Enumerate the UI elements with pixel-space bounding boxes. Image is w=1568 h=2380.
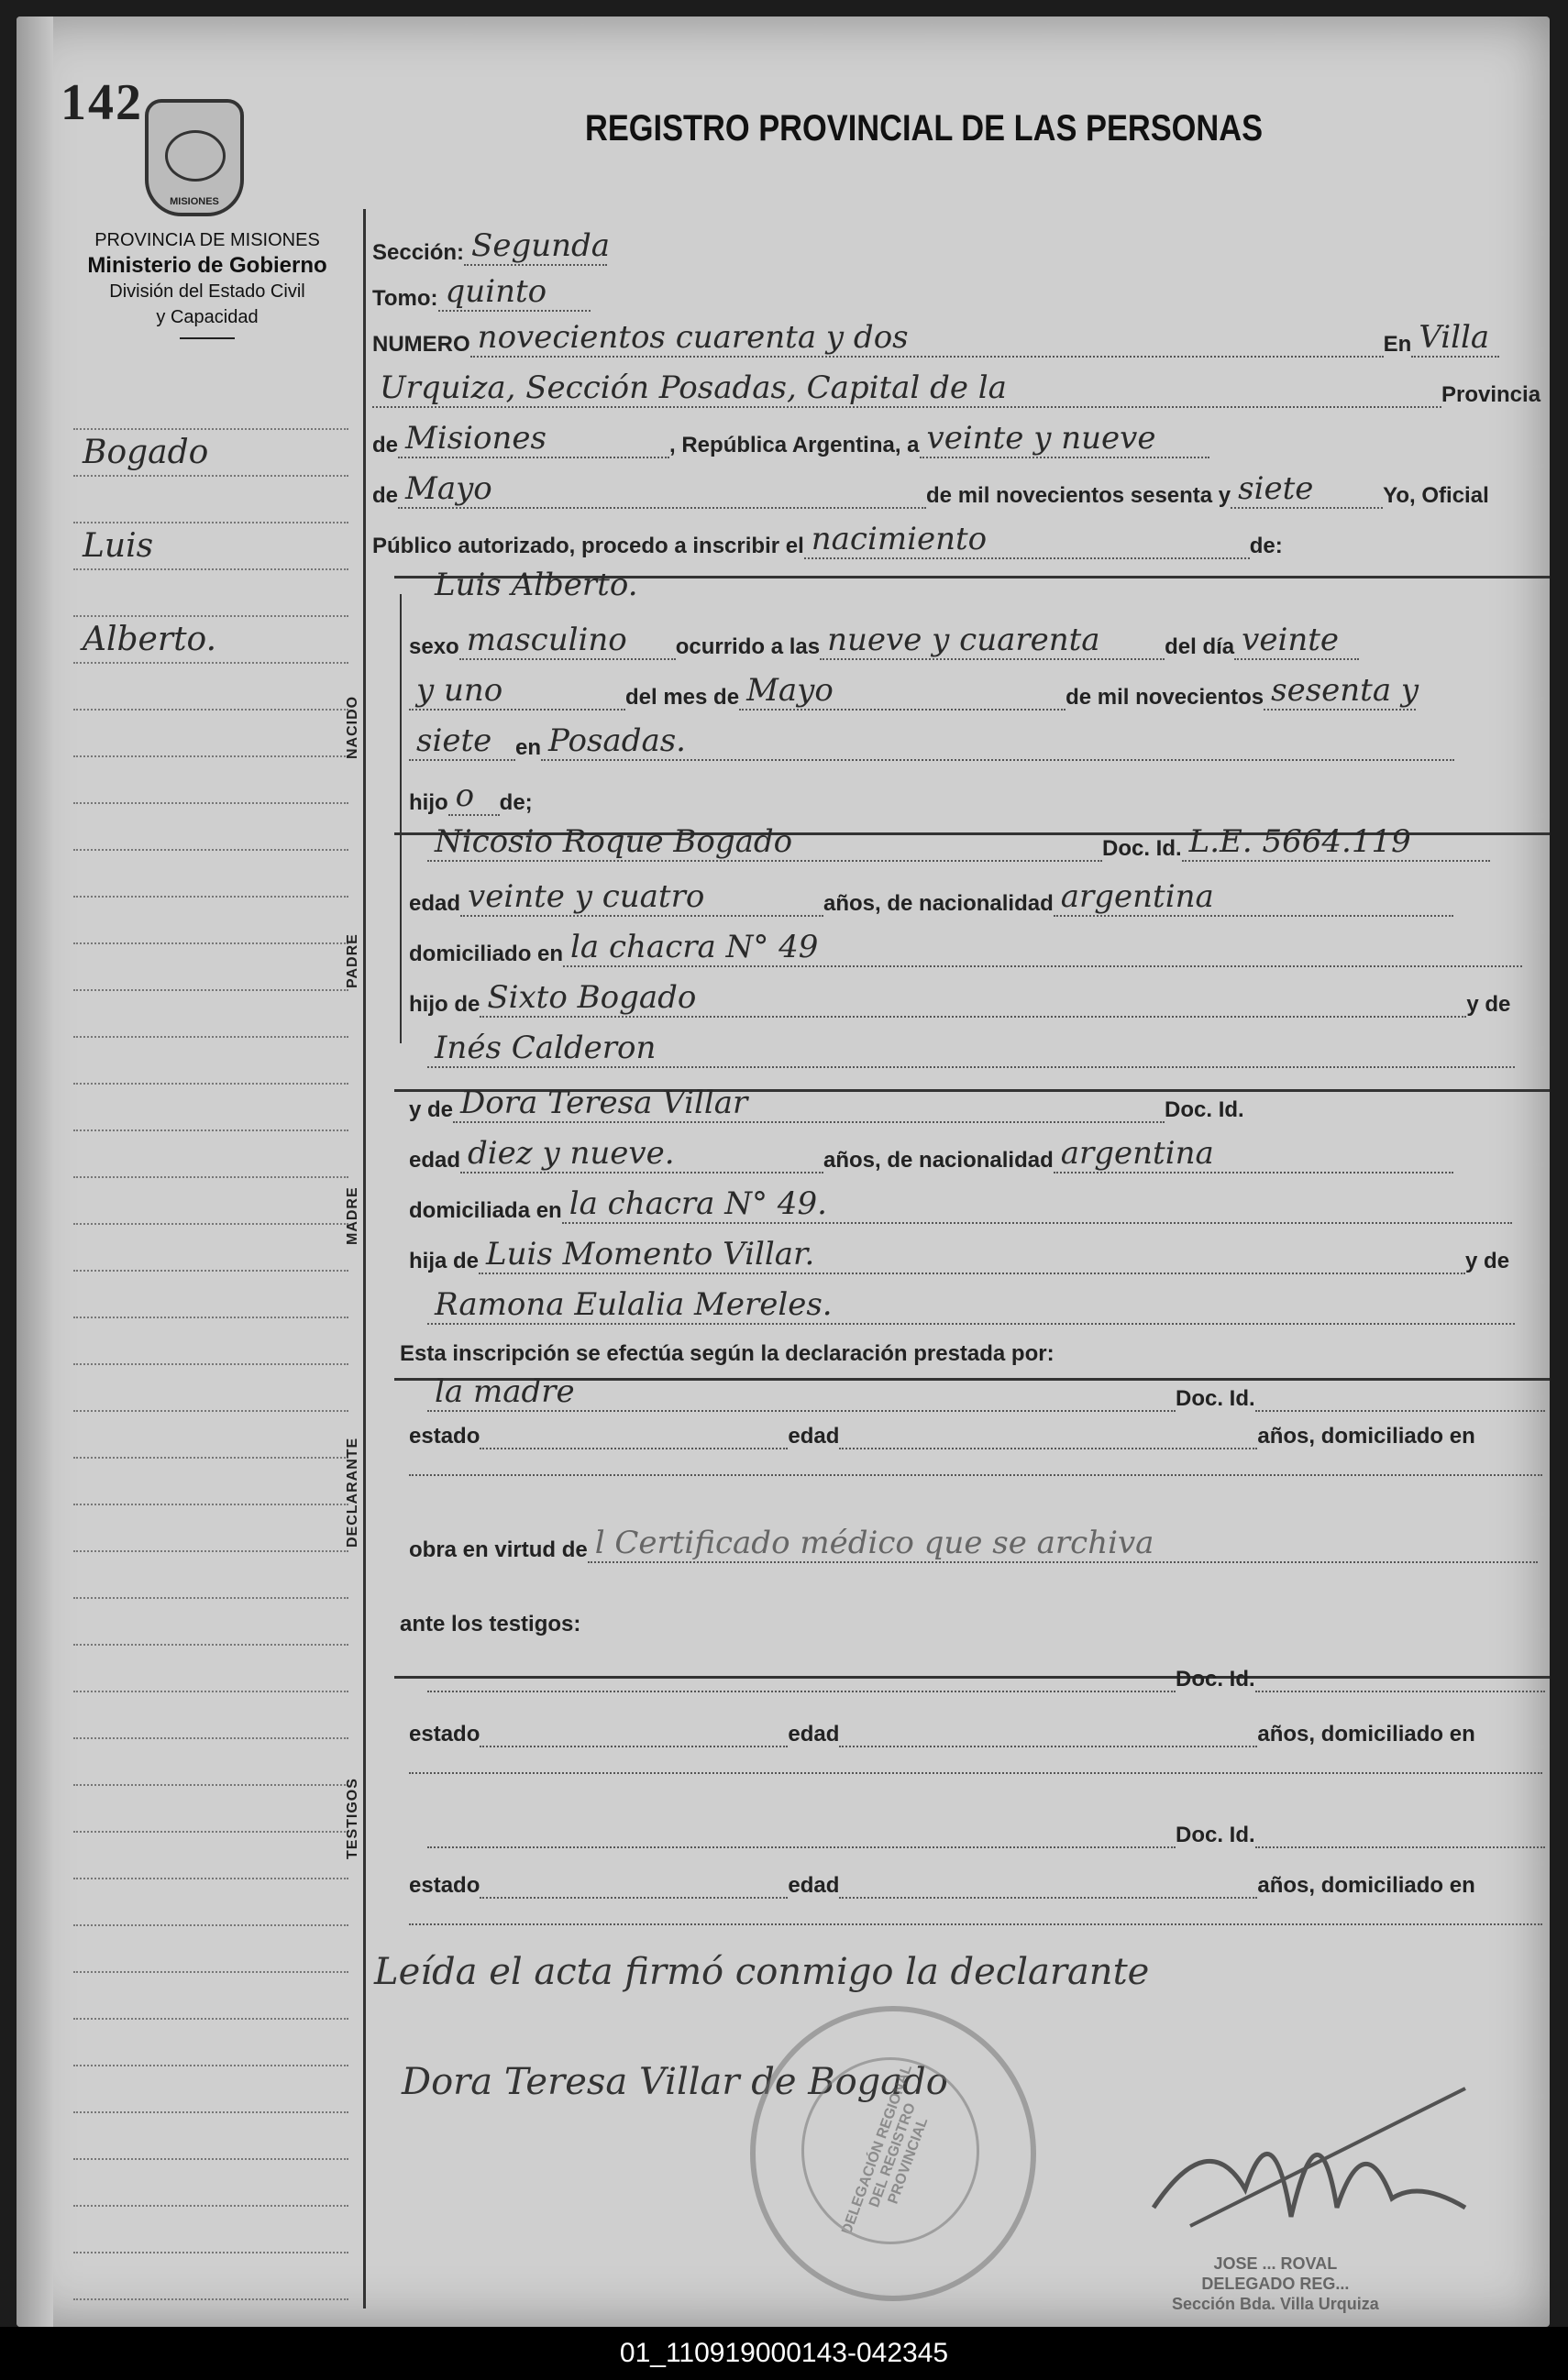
ledger-line <box>73 711 348 757</box>
madre-hija-de-value: Luis Momento Villar. <box>479 1236 1465 1274</box>
ledger-line <box>73 2160 348 2207</box>
declarante-edad-label: edad <box>788 1424 840 1449</box>
day-value: veinte y nueve <box>920 420 1209 458</box>
nacido-vline <box>400 594 402 1043</box>
ledger-line <box>73 1552 348 1599</box>
margin-ledger <box>73 383 348 2327</box>
declarante-obra-label: obra en virtud de <box>409 1537 588 1562</box>
testigo2-edad-value <box>839 1897 1257 1899</box>
ledger-line <box>73 1038 348 1085</box>
padre-madre-value: Inés Calderon <box>427 1030 1515 1068</box>
ledger-line <box>73 944 348 991</box>
testigo2-domicilio-value <box>409 1923 1542 1925</box>
padre-dom-row <box>409 929 1522 967</box>
ledger-line <box>73 804 348 851</box>
place-row <box>372 369 1540 408</box>
declarante-blank-row <box>409 1474 1542 1476</box>
ledger-line <box>73 1833 348 1879</box>
ledger-line <box>73 2066 348 2113</box>
ledger-line <box>73 1085 348 1131</box>
madre-madre-value: Ramona Eulalia Mereles. <box>427 1286 1515 1325</box>
seccion-label: Sección: <box>372 240 465 265</box>
tomo-row <box>372 273 591 312</box>
declarante-name: la madre <box>427 1373 1176 1412</box>
anio-cont: siete <box>409 722 515 761</box>
padre-dom-label: domiciliado en <box>409 942 564 966</box>
document-title: REGISTRO PROVINCIAL DE LAS PERSONAS <box>585 108 1264 149</box>
padre-anos-label: años, de nacionalidad <box>823 891 1054 916</box>
ledger-line <box>73 1926 348 1973</box>
testigo1-estado-label: estado <box>409 1722 480 1746</box>
ledger-line <box>73 1272 348 1318</box>
issuer-block <box>61 227 354 339</box>
testigo1-anos-label: años, domiciliado en <box>1257 1722 1475 1746</box>
provincia-label: Provincia <box>1441 382 1541 407</box>
testigo2-estado-label: estado <box>409 1873 480 1898</box>
official-stamp-icon <box>750 2006 1036 2301</box>
declarante-doc-label: Doc. Id. <box>1176 1386 1255 1411</box>
de-label: de <box>372 433 399 457</box>
testigo1-estado-row <box>409 1722 1475 1747</box>
dia-value: veinte <box>1234 622 1359 660</box>
declarante-obra-row <box>409 1525 1538 1563</box>
padre-madre-row <box>427 1030 1515 1068</box>
year-row <box>372 470 1489 509</box>
sexo-row <box>409 622 1359 660</box>
yo-label: Yo, Oficial <box>1383 483 1489 508</box>
nacido-name: Luis Alberto. <box>435 567 638 603</box>
madre-nac-value: argentina <box>1054 1135 1453 1173</box>
ledger-line <box>73 1131 348 1178</box>
ledger-line <box>73 1318 348 1365</box>
testigo2-estado-row <box>409 1873 1475 1899</box>
ledger-line <box>73 2300 348 2327</box>
testigo2-edad-label: edad <box>788 1873 840 1898</box>
madre-anos-label: años, de nacionalidad <box>823 1148 1054 1173</box>
declarante-name-row <box>427 1373 1545 1412</box>
madre-name: Dora Teresa Villar <box>453 1085 1165 1123</box>
ledger-surname: Bogado <box>83 434 209 471</box>
tomo-value: quinto <box>438 273 591 312</box>
del-dia-label: del día <box>1165 634 1235 659</box>
testigo1-name <box>427 1691 1176 1692</box>
sexo-label: sexo <box>409 634 459 659</box>
ledger-line <box>73 1739 348 1786</box>
ledger-line <box>73 1412 348 1459</box>
issuer-rule <box>180 337 235 339</box>
en-lugar-label: en <box>515 735 542 760</box>
ledger-line <box>73 430 348 477</box>
dia-cont: y uno <box>409 672 625 711</box>
en-value: Villa <box>1411 319 1499 358</box>
ledger-line <box>73 523 348 570</box>
padre-edad-value: veinte y cuatro <box>460 878 823 917</box>
ledger-line <box>73 1692 348 1739</box>
madre-label: MADRE <box>345 1186 360 1245</box>
ledger-line <box>73 2020 348 2066</box>
ledger-line <box>73 570 348 617</box>
padre-name: Nicosio Roque Bogado <box>427 823 1102 862</box>
declarante-intro: Esta inscripción se efectúa según la declaración prestada por: <box>400 1341 1055 1366</box>
ledger-line <box>73 2207 348 2253</box>
year-value: siete <box>1231 470 1383 509</box>
issuer-line-4: y Capacidad <box>156 307 259 327</box>
testigo2-doc-row <box>427 1823 1545 1848</box>
numero-label: NUMERO <box>372 332 470 357</box>
seal-label: MISIONES <box>170 196 219 207</box>
testigos-intro: ante los testigos: <box>400 1612 581 1636</box>
padre-hijo-de-value: Sixto Bogado <box>480 979 1466 1018</box>
padre-name-row <box>427 823 1490 862</box>
tomo-label: Tomo: <box>372 286 438 311</box>
officer-line-2: DELEGADO REG... <box>1201 2275 1350 2293</box>
hijo-row <box>409 777 533 816</box>
declarante-doc-value <box>1255 1410 1545 1412</box>
ledger-line <box>73 1646 348 1692</box>
image-caption: 01_110919000143-042345 <box>0 2327 1568 2380</box>
declarante-domicilio-value <box>409 1474 1542 1476</box>
ledger-line <box>73 383 348 430</box>
ledger-line <box>73 1786 348 1833</box>
margin-divider <box>363 209 366 2308</box>
declarante-edad-value <box>839 1448 1257 1449</box>
republica-label: , República Argentina, a <box>669 433 920 457</box>
ledger-line <box>73 1225 348 1272</box>
testigo2-name <box>427 1846 1176 1848</box>
place-value: Urquiza, Sección Posadas, Capital de la <box>372 369 1441 408</box>
publico-row <box>372 521 1283 559</box>
officer-block <box>1172 2253 1379 2314</box>
testigo2-doc-value <box>1255 1846 1545 1848</box>
padre-hijo-de-label: hijo de <box>409 992 480 1017</box>
nacido-label: NACIDO <box>345 695 360 759</box>
padre-y-de-label: y de <box>1466 992 1511 1017</box>
del-mes-label: del mes de <box>625 685 740 710</box>
testigo2-blank-row <box>409 1923 1542 1925</box>
issuer-line-1: PROVINCIA DE MISIONES <box>94 230 320 250</box>
madre-edad-value: diez y nueve. <box>460 1135 823 1173</box>
nacido-name-row <box>427 567 1524 603</box>
testigos-label: TESTIGOS <box>345 1778 360 1859</box>
seccion-row <box>372 227 611 266</box>
mes-row <box>409 672 1419 711</box>
issuer-line-3: División del Estado Civil <box>109 281 305 302</box>
lugar-value: Posadas. <box>541 722 1454 761</box>
hora-value: nueve y cuarenta <box>820 622 1165 660</box>
madre-edad-row <box>409 1135 1453 1173</box>
padre-nac-value: argentina <box>1054 878 1453 917</box>
testigo1-doc-label: Doc. Id. <box>1176 1667 1255 1691</box>
padre-edad-label: edad <box>409 891 461 916</box>
lugar-row <box>409 722 1454 761</box>
ledger-line <box>73 757 348 804</box>
republica-row <box>372 420 1209 458</box>
testigo2-anos-label: años, domiciliado en <box>1257 1873 1475 1898</box>
madre-madre-row <box>427 1286 1515 1325</box>
ledger-line <box>73 991 348 1038</box>
month-value: Mayo <box>398 470 926 509</box>
year-label: de mil novecientos sesenta y <box>926 483 1231 508</box>
issuer-line-2: Ministerio de Gobierno <box>87 253 327 278</box>
padre-dom-value: la chacra N° 49 <box>563 929 1522 967</box>
ledger-line <box>73 477 348 523</box>
padre-doc-label: Doc. Id. <box>1102 836 1182 861</box>
testigo2-estado-value <box>480 1897 788 1899</box>
ledger-line <box>73 664 348 711</box>
madre-y-de2-label: y de <box>1465 1249 1510 1273</box>
numero-value: novecientos cuarenta y dos <box>470 319 1384 358</box>
madre-name-row <box>409 1085 1244 1123</box>
ledger-line <box>73 1505 348 1552</box>
provincia-value: Misiones <box>398 420 669 458</box>
testigo1-doc-row <box>427 1667 1545 1692</box>
ledger-name-2: Alberto. <box>83 621 217 658</box>
padre-doc-value: L.E. 5664.119 <box>1182 823 1490 862</box>
testigo1-blank-row <box>409 1772 1542 1774</box>
madre-dom-row <box>409 1185 1512 1224</box>
hijo-value: o <box>448 777 500 816</box>
mil-label: de mil novecientos <box>1066 685 1264 710</box>
madre-dom-label: domiciliada en <box>409 1198 562 1223</box>
ledger-line <box>73 2253 348 2300</box>
hijo-de-label: de; <box>499 790 533 815</box>
declarante-estado-value <box>480 1448 788 1449</box>
declarante-intro-row <box>400 1341 1055 1367</box>
ledger-line <box>73 898 348 944</box>
declarante-label: DECLARANTE <box>345 1437 360 1548</box>
madre-hija-de-row <box>409 1236 1509 1274</box>
document-page <box>17 17 1550 2327</box>
numero-row <box>372 319 1499 358</box>
officer-line-1: JOSE ... ROVAL <box>1213 2254 1338 2273</box>
sexo-value: masculino <box>459 622 676 660</box>
madre-dom-value: la chacra N° 49. <box>562 1185 1512 1224</box>
ledger-line <box>73 1599 348 1646</box>
testigo2-doc-label: Doc. Id. <box>1176 1823 1255 1847</box>
seccion-value: Segunda <box>464 227 607 266</box>
madre-hija-de-label: hija de <box>409 1249 480 1273</box>
declarante-anos-label: años, domiciliado en <box>1257 1424 1475 1449</box>
hijo-label: hijo <box>409 790 448 815</box>
testigo1-domicilio-value <box>409 1772 1542 1774</box>
ledger-line <box>73 1879 348 1926</box>
en-label: En <box>1383 332 1412 357</box>
anio-value: sesenta y <box>1264 672 1416 711</box>
padre-hijo-de-row <box>409 979 1510 1018</box>
ledger-line <box>73 1178 348 1225</box>
madre-doc-label: Doc. Id. <box>1165 1097 1244 1122</box>
testigo1-edad-label: edad <box>788 1722 840 1746</box>
testigo1-estado-value <box>480 1746 788 1747</box>
testigos-intro-row <box>400 1612 580 1637</box>
ledger-line <box>73 1459 348 1505</box>
declarante-estado-label: estado <box>409 1424 480 1449</box>
mes-value: Mayo <box>739 672 1066 711</box>
province-seal-icon <box>145 99 244 216</box>
ledger-line <box>73 1365 348 1412</box>
testigo1-doc-value <box>1255 1691 1545 1692</box>
madre-y-de-label: y de <box>409 1097 454 1122</box>
declarante-estado-row <box>409 1424 1475 1449</box>
officer-line-3: Sección Bda. Villa Urquiza <box>1172 2295 1379 2313</box>
stamp-text: DELEGACIÓN REGIONAL DEL REGISTRO PROVINCIAL <box>839 2062 932 2237</box>
acto-value: nacimiento <box>804 521 1250 559</box>
padre-label: PADRE <box>345 933 360 988</box>
publico-label: Público autorizado, procedo a inscribir el <box>372 534 804 558</box>
ledger-line <box>73 1973 348 2020</box>
ledger-name-1: Luis <box>83 527 154 565</box>
testigo1-edad-value <box>839 1746 1257 1747</box>
ledger-line <box>73 851 348 898</box>
closing-line: Leída el acta firmó conmigo la declarante <box>374 1951 1150 1993</box>
ocurrido-label: ocurrido a las <box>675 634 821 659</box>
page-number: 142 <box>61 74 143 131</box>
de3-label: de: <box>1249 534 1283 558</box>
declarant-signature: Dora Teresa Villar de Bogado <box>402 2061 948 2103</box>
madre-edad-label: edad <box>409 1148 461 1173</box>
ledger-line <box>73 2113 348 2160</box>
padre-edad-row <box>409 878 1453 917</box>
ledger-line <box>73 617 348 664</box>
declarante-obra-value: l Certificado médico que se archiva <box>588 1525 1538 1563</box>
de2-label: de <box>372 483 399 508</box>
officer-signature-icon <box>1135 2070 1484 2253</box>
